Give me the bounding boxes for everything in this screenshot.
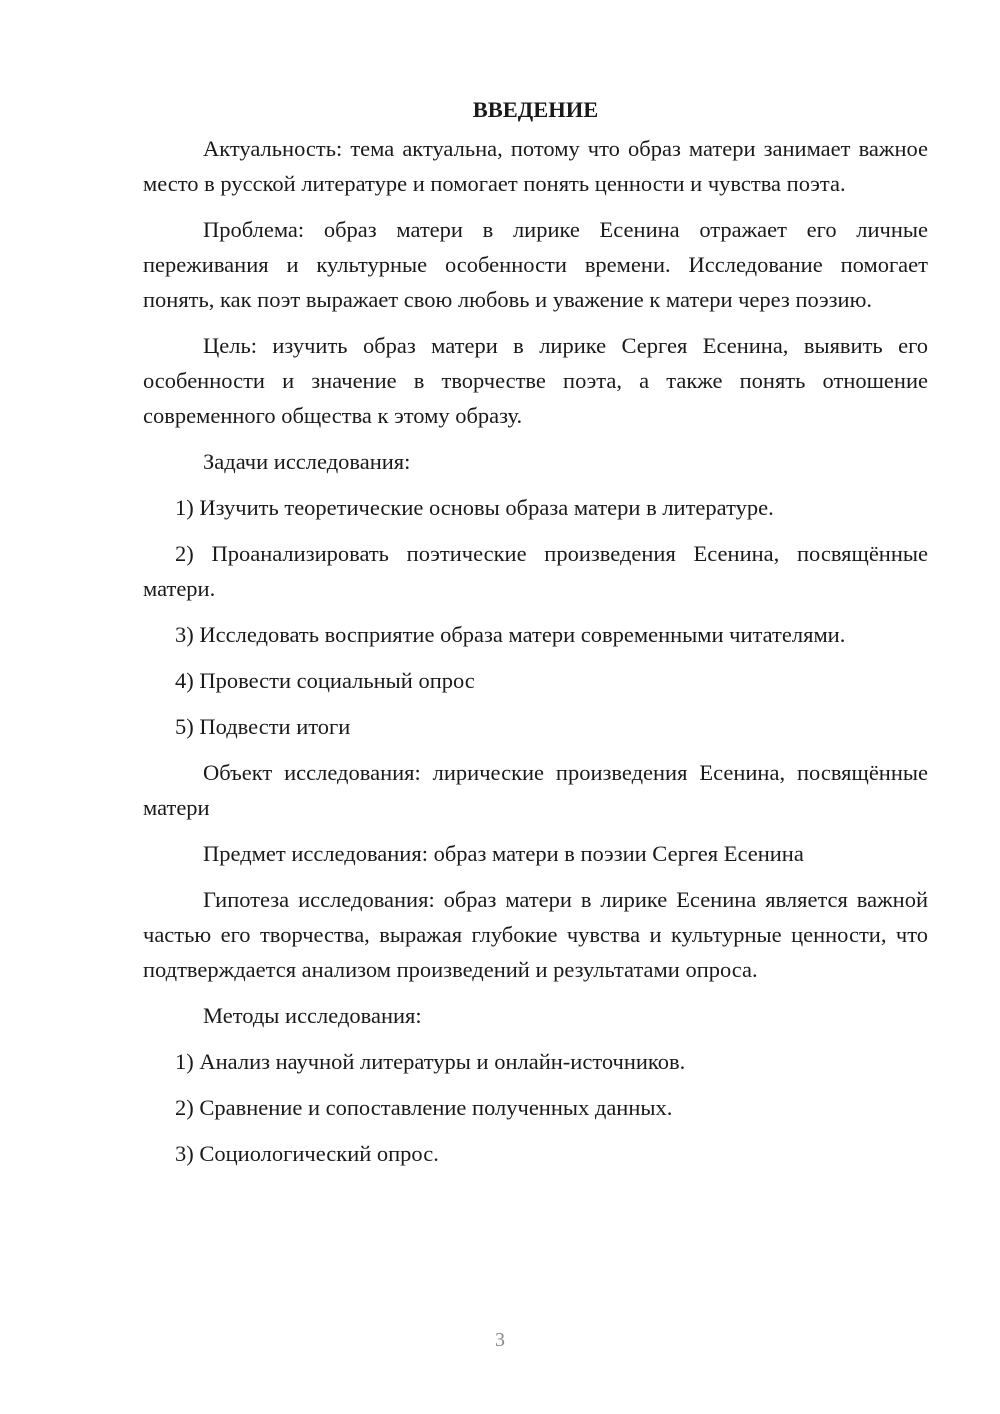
- subject-paragraph: Предмет исследования: образ матери в поэзии Сергея Есенина: [203, 841, 804, 866]
- object-paragraph: Объект исследования: лирические произведения Есенина, посвящённые матери: [143, 760, 928, 820]
- hypothesis-paragraph: Гипотеза исследования: образ матери в лирике Есенина является важной частью его творчества, выражая глубокие чувства и культурные ценности, что подтверждается анализом произведений и результатами опроса.: [143, 887, 928, 982]
- task-item: 2) Проанализировать поэтические произведения Есенина, посвящённые матери.: [143, 541, 928, 601]
- method-item: 1) Анализ научной литературы и онлайн-источников.: [175, 1049, 686, 1074]
- method-item: 2) Сравнение и сопоставление полученных данных.: [175, 1095, 673, 1120]
- tasks-heading: Задачи исследования:: [203, 449, 411, 474]
- task-item: 4) Провести социальный опрос: [175, 668, 475, 693]
- task-item: 1) Изучить теоретические основы образа матери в литературе.: [175, 495, 774, 520]
- task-item: 5) Подвести итоги: [175, 714, 351, 739]
- task-item: 3) Исследовать восприятие образа матери современными читателями.: [175, 622, 846, 647]
- page-content: [143, 92, 928, 1182]
- methods-heading: Методы исследования:: [203, 1003, 422, 1028]
- section-title: ВВЕДЕНИЕ: [472, 97, 599, 122]
- method-item: 3) Социологический опрос.: [175, 1141, 439, 1166]
- problem-paragraph: Проблема: образ матери в лирике Есенина отражает его личные переживания и культурные особенности времени. Исследование помогает понять, как поэт выражает свою любовь и уважение к матери через поэзию.: [143, 217, 928, 312]
- page-number: 3: [495, 1329, 505, 1351]
- relevance-paragraph: Актуальность: тема актуальна, потому что образ матери занимает важное место в русской литературе и помогает понять ценности и чувства поэта.: [143, 136, 928, 196]
- goal-paragraph: Цель: изучить образ матери в лирике Сергея Есенина, выявить его особенности и значение в творчестве поэта, а также понять отношение современного общества к этому образу.: [143, 333, 928, 428]
